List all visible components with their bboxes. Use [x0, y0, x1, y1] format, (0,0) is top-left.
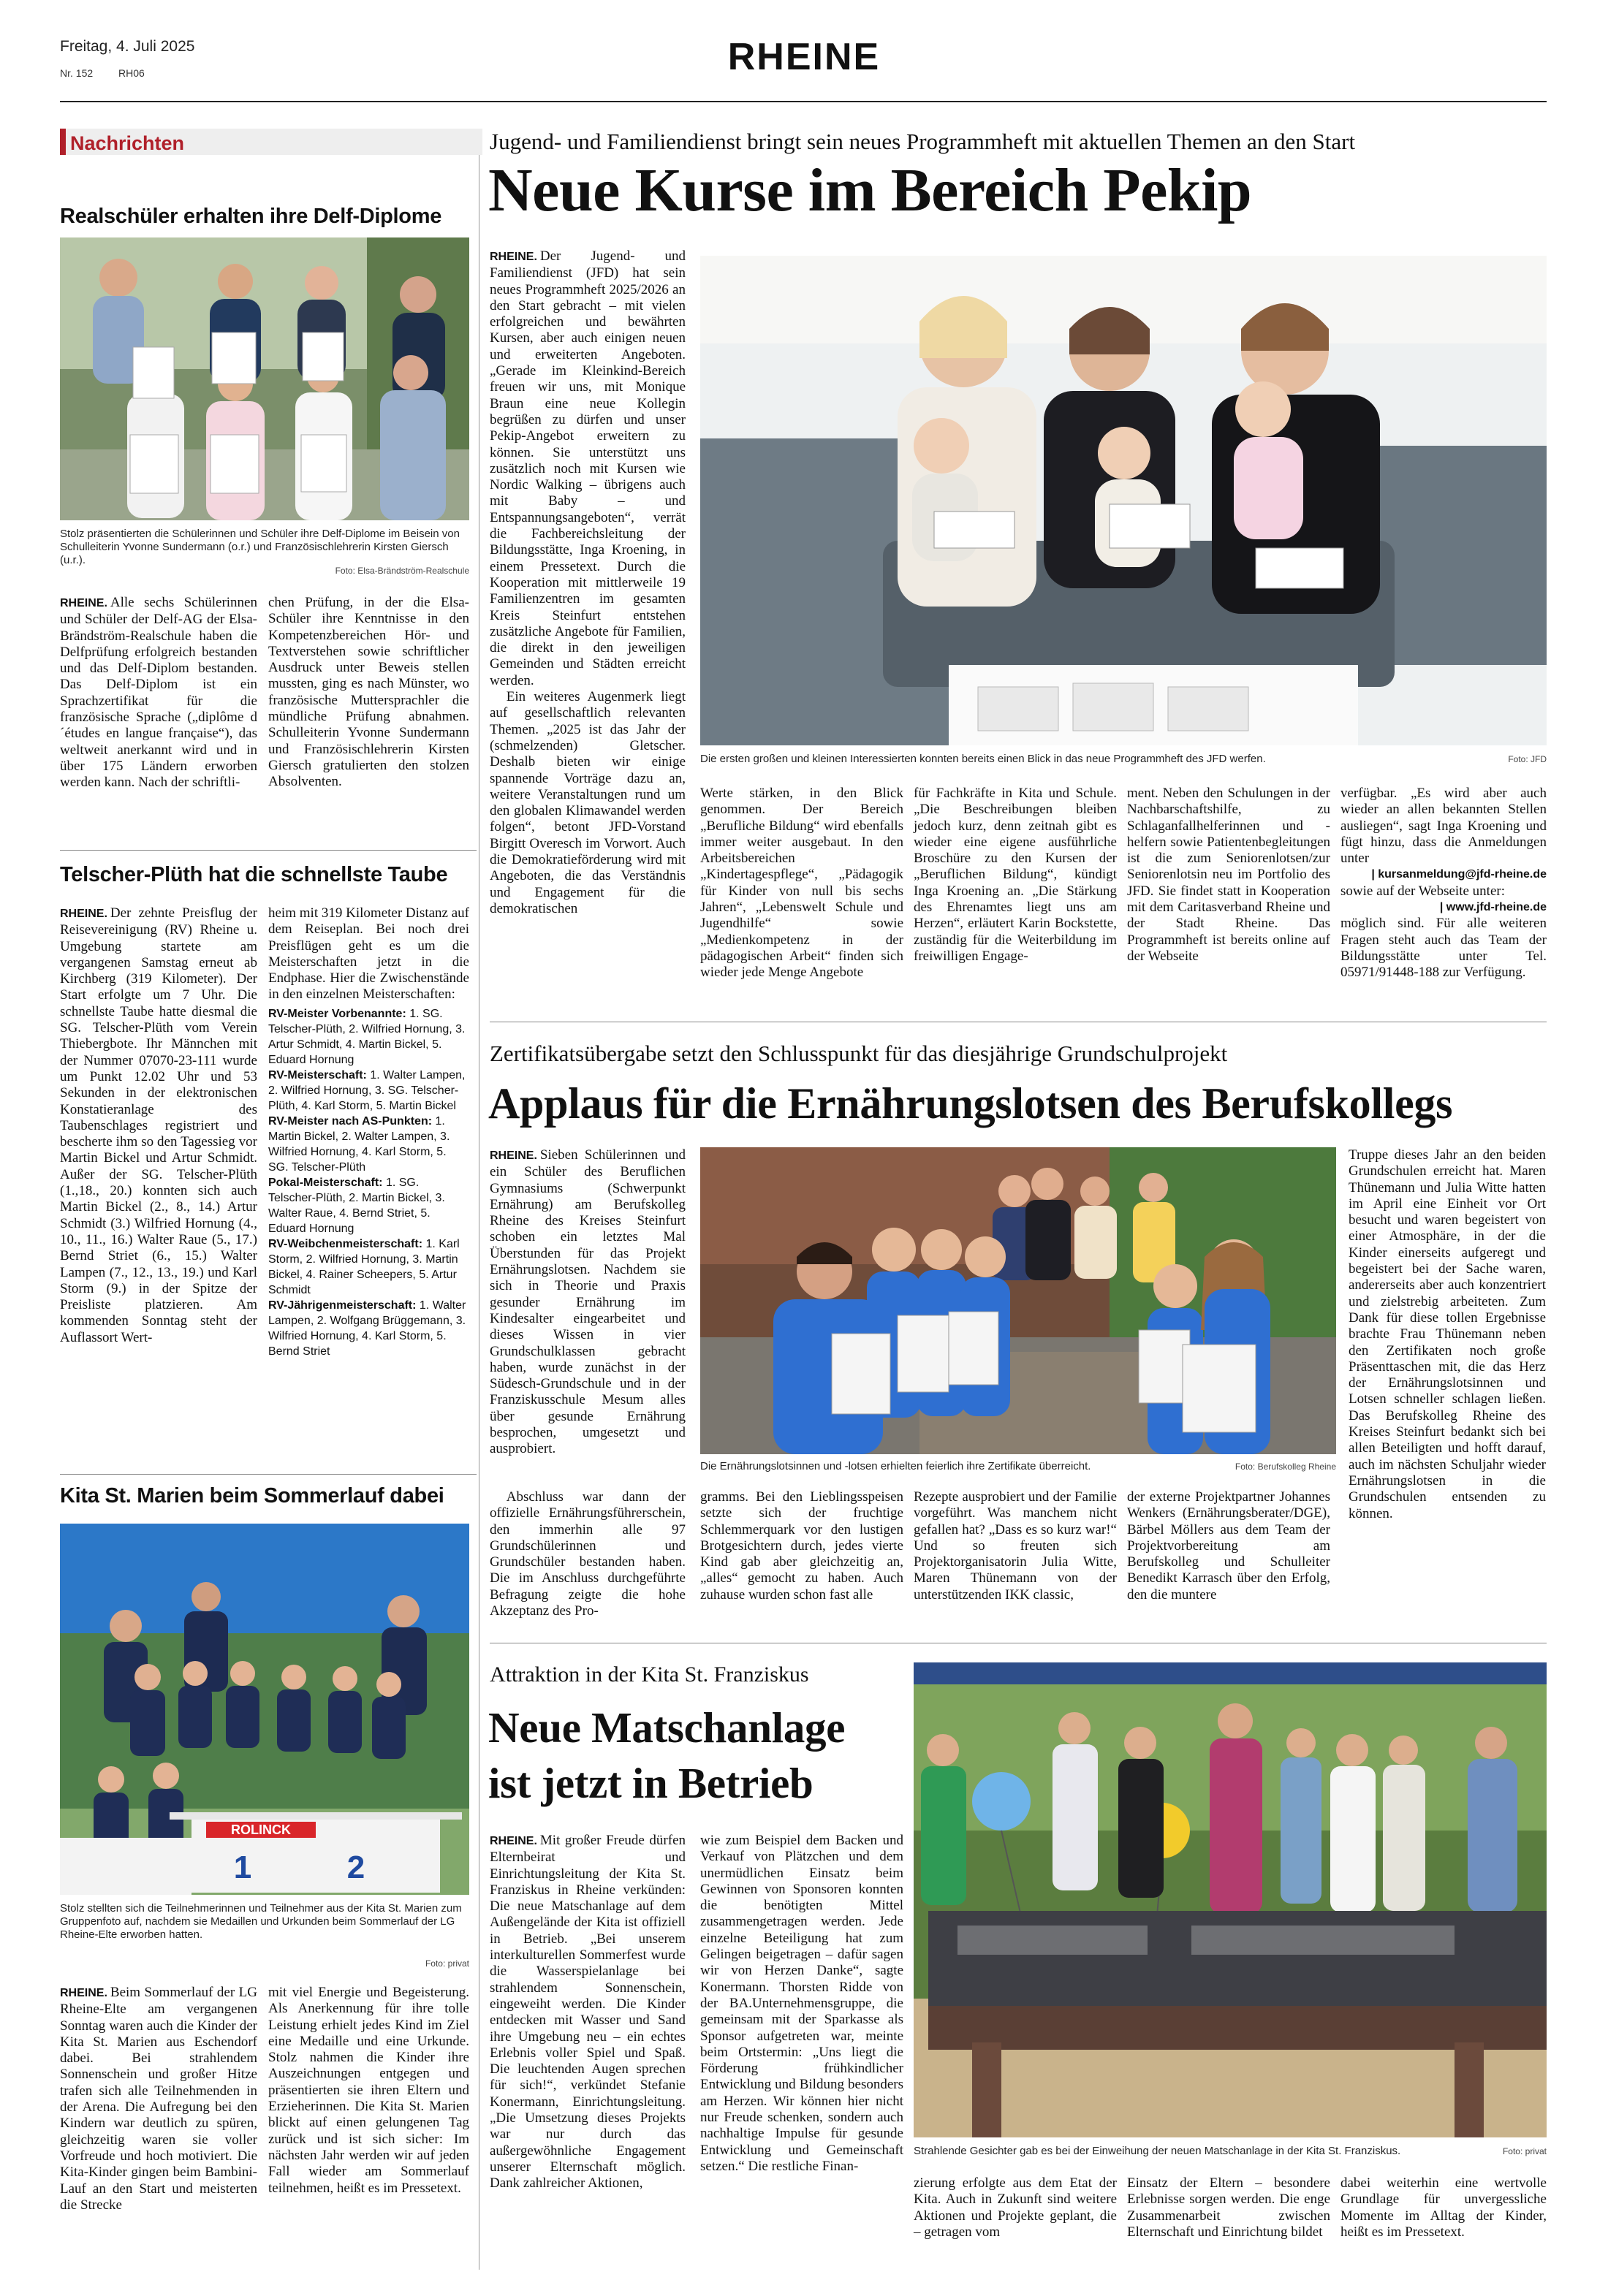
podium-brand: ROLINCK [231, 1822, 291, 1837]
news-section-label: Nachrichten [70, 132, 185, 154]
issue-date: Freitag, 4. Juli 2025 [60, 38, 195, 55]
story3-photo [60, 1524, 469, 1895]
result-text: 1. SG. Telscher-Plüth, 2. Wilfried Hornung, 3. Artur Schmidt, 4. Martin Bickel, 5. Eduard Hornung [268, 1007, 466, 1066]
result-text: 1. Walter Lampen, 2. Wilfried Hornung, 3. SG. Telscher-Plüth, 4. Karl Storm, 5. Martin Bickel [268, 1068, 466, 1112]
story4-text-col4: ment. Neben den Schulungen in der Nachbarschaftshilfe, zu Schlaganfallhelferinnen und -helfern sowie Patientenbegleitungen ist die zum Seniorenlotsen/zur Seniorenlotsin neu im Portfolio des JFD. Sie findet statt in Kooperation mit dem Caritasverband Rheine und der Stadt Rheine. Das Programmheft ist bereits online auf der Webseite [1127, 786, 1330, 964]
story1-credit: Foto: Elsa-Brändström-Realschule [335, 566, 469, 576]
story2-body-1: Der zehnte Preisflug der Reisevereinigung (RV) Rheine u. Umgebung startete am vergangenen Samstag erneut ab Kirchberg (319 Kilometer). Der Start erfolgte um 7 Uhr. Die schnellste Taube hatte diesmal die SG. Telscher-Plüth vom Verein Thiebergbote. Ihr Männchen mit der Nummer 07070-23-111 wurde um Punkt 12.02 Uhr und 53 Sekunden in der elektronischen Konstatieranlage des Taubenschlages registriert und bescherte ihm so den Tagessieg vor Martin Bickel und Artur Schmidt. Außer der SG. Telscher-Plüth (1.,18., 20.) konnten sich auch Martin Bickel (2., 8., 14.) Artur Schmidt (3.) Wilfried Hornung (4., 10., 11., 16.) Walter Raue (5., 17.) Bernd Striet (6., 15.) Walter Lampen (7., 12., 13., 19.) und Karl Storm (9.) in der Spitze der Preisliste platzieren. Am kommenden Sonntag steht der Auflassort Wert- [60, 905, 257, 1345]
story3-caption: Stolz stellten sich die Teilnehmerinnen und Teilnehmer aus der Kita St. Marien zum Gruppenfoto auf, nachdem sie Medaillen und Urkunden beim Sommerlauf der LG Rheine-Elte erworben hatten. [60, 1902, 462, 1941]
story5-text-col1b: Abschluss war dann der offizielle Ernährungsführerschein, den immerhin alle 97 Grundschülerinnen und Grundschüler bestanden haben. Die im Anschluss durchgeführte Befragung zeigte die hohe Akzeptanz des Pro- [490, 1489, 686, 1619]
result-label: RV-Meisterschaft: [268, 1068, 367, 1082]
story5-kicker: Zertifikatsübergabe setzt den Schlusspunkt für das diesjährige Grundschulprojekt [490, 1041, 1228, 1066]
story1-caption: Stolz präsentierten die Schülerinnen und Schüler ihre Delf-Diplome im Beisein von Schulleiterin Yvonne Sundermann (o.r.) und Französischlehrerin Kirsten Giersch (u.r.). [60, 528, 460, 566]
story1-body-2: chen Prüfung, in der die Elsa-Schüler ihre Kenntnisse in den Kompetenzbereichen Hör- und Textverstehen sowie schriftlicher Ausdruck unter Beweis stellen mussten, ging es nach Münster, wo französische Muttersprachler die mündliche Prüfung abnahmen. Schulleiterin Yvonne Sundermann und Französischlehrerin Kirsten Giersch gratulierten den stolzen Absolventen. [268, 595, 469, 790]
story2-dateline: RHEINE. [60, 908, 107, 920]
story3-body-2: mit viel Energie und Begeisterung. Als Anerkennung für ihre tolle Leistung erhielt jedes Kind im Ziel eine Medaille und eine Urkunde. Stolz nahmen die Kinder ihre Auszeichnungen entgegen und präsentierten sie ihren Eltern und Erzieherinnen. Die Kita St. Marien blickt auf einen gelungenen Tag zurück und ist sich sicher: Im nächsten Jahr werden wir auf jeden Fall wieder am Sommerlauf teilnehmen, heißt es im Pressetext. [268, 1985, 469, 2196]
story5-dateline: RHEINE. [490, 1149, 537, 1162]
result-label: RV-Meister nach AS-Punkten: [268, 1114, 433, 1128]
story4-email[interactable]: kursanmeldung@jfd-rheine.de [1378, 868, 1547, 881]
story6-headline-line1: Neue Matschanlage [488, 1703, 846, 1752]
result-label: Pokal-Meisterschaft: [268, 1176, 383, 1189]
story4-kicker: Jugend- und Familiendienst bringt sein neues Programmheft mit aktuellen Themen an den Start [490, 129, 1356, 154]
story4-credit: Foto: JFD [1508, 754, 1547, 764]
story2-text-col2 [268, 905, 469, 1359]
story4-dateline: RHEINE. [490, 251, 537, 263]
story4-headline: Neue Kurse im Bereich Pekip [488, 156, 1252, 224]
story5-text-col3: Rezepte ausprobiert und der Familie vorgeführt. Was manchem nicht gefallen hat? „Dass es so kurz war!“ Und so freuten sich Projektorganisatorin Julia Witte, Maren Thünemann von der unterstützenden IKK classic, [914, 1489, 1117, 1603]
story4-photo [700, 256, 1547, 745]
story4-text-col1 [490, 248, 686, 917]
result-entry [268, 1006, 469, 1068]
story6-text-col4: Einsatz der Eltern – besondere Erlebnisse sorgen werden. Die enge Zusammenarbeit zwischen Elternschaft und Einrichtung bildet [1127, 2175, 1330, 2240]
story6-photo [914, 1662, 1547, 2137]
story1-photo [60, 237, 469, 520]
story6-credit: Foto: privat [1502, 2146, 1547, 2156]
story3-text-col1 [60, 1985, 257, 2213]
svg-text:1: 1 [233, 1850, 252, 1885]
header-rule [60, 101, 1547, 102]
story5-headline: Applaus für die Ernährungslotsen des Berufskollegs [488, 1079, 1453, 1128]
story6-headline [488, 1700, 912, 1811]
story5-body-1: Sieben Schülerinnen und ein Schüler des Beruflichen Gymnasiums (Schwerpunkt Ernährung) am Berufskolleg Rheine des Kreises Steinfurt schoben ein letztes Mal Überstunden für das Projekt Ernährungslotsen. Nachdem sie sich in Theorie und Praxis gesunder Ernährung im Kindesalter eingearbeitet und dieses Wissen in vier Grundschulklassen gebracht haben, wurde zunächst in der Südesch-Grundschule und in der Franziskusschule Mesum alles über gesunde Ernährung besprochen, umgesetzt und ausprobiert. [490, 1147, 686, 1457]
story-divider [60, 850, 477, 851]
race-results [268, 1006, 469, 1359]
edition-code: RH06 [118, 67, 145, 79]
story5-text-col1 [490, 1147, 686, 1458]
story6-kicker: Attraktion in der Kita St. Franziskus [490, 1662, 809, 1687]
story4-caption: Die ersten großen und kleinen Interessierten konnten bereits einen Blick in das neue Programmheft des JFD werfen. [700, 753, 1266, 765]
story4-body-5b: sowie auf der Webseite unter: [1340, 883, 1505, 899]
story1-body-1: Alle sechs Schülerinnen und Schüler der Delf-AG der Elsa-Brändström-Realschule haben die Delfprüfung erfolgreich bestanden und das Delf-Diplom bestanden. Das Delf-Diplom ist ein Sprachzertifikat für die französische Sprache („diplôme d´études en langue française“), das weltweit anerkannt wird und in über 175 Ländern erworben werden kann. Nach der schriftli- [60, 595, 257, 791]
story5-text-col4: der externe Projektpartner Johannes Wenkers (Ernährungsberater/DGE), Bärbel Möllers aus dem Team der Projektvorbereitung am Berufskolleg und Schulleiter Benedikt Karrasch über den Erfolg, den die muntere [1127, 1489, 1330, 1603]
story4-text-col2: Werte stärken, in den Blick genommen. Der Bereich „Berufliche Bildung“ wird ebenfalls immer weiter ausgebaut. In den Arbeitsbereichen „Kindertagespflege“, „Pädagogik für Kinder von null bis sechs Jahren“, „Lebenswelt Schule und Jugendhilfe“ sowie „Medienkompetenz in der pädagogischen Arbeit“ finden sich wieder jede Menge Angebote [700, 786, 903, 981]
result-text: 1. Walter Lampen, 2. Wolfgang Brüggemann, 3. Wilfried Hornung, 4. Karl Storm, 5. Bernd Striet [268, 1299, 466, 1358]
story6-dateline: RHEINE. [490, 1835, 537, 1847]
section-title: RHEINE [727, 36, 881, 78]
result-entry [268, 1236, 469, 1298]
story4-text-col3: für Fachkräfte in Kita und Schule. „Die Beschreibungen bleiben jedoch kurz, denn zeitnah gibt es wieder eine eigene ausführliche Broschüre zu den Kursen der „Beruflichen Bildung“, kündigt Inga Kroening an. „Die Stärkung des Ehrenamtes liegt uns am Herzen“, erläutert Karin Bockstette, zuständig für die Weiterbildung im freiwilligen Engage- [914, 786, 1117, 964]
story4-url-link[interactable]: | www.jfd-rheine.de [1439, 901, 1547, 914]
story6-text-col2: wie zum Beispiel dem Backen und Verkauf von Plätzchen und dem unermüdlichen Einsatz beim Gewinnen von Sponsoren konnten die benötigten Mittel zusammengetragen werden. Jede einzelne Beteiligung hat zum Gelingen beigetragen – dafür sagen wir von Herzen Danke“, sagte Konermann. Thorsten Ridde von der BA.Unternehmensgruppe, die gemeinsam mit der Sparkasse als Sponsor aufgetreten war, meinte beim Ortstermin: „Uns liegt die Förderung frühkindlicher Entwicklung und Bildung besonders am Herzen. Wir können hier nicht nur Freude schenken, sondern auch nachhaltige Impulse für gesunde Entwicklung und Gemeinschaft setzen.“ Die restliche Finan- [700, 1833, 903, 2174]
story5-text-col5: Truppe dieses Jahr an den beiden Grundschulen erreicht hat. Maren Thünemann und Julia Witte hatten im April eine Einheit vor Ort besucht und waren begeistert von einer Atmosphäre, in der die Kinder einerseits aufgeregt und begeistert bei der Sache waren, andererseits aber auch konzentriert und zielstrebig arbeiteten. Zum Dank für diese tollen Ergebnisse brachte Frau Thünemann neben den Zertifikaten noch große Präsenttaschen mit, die das Herz der Ernährungslotsinnen und Lotsen schneller schlagen ließen. Das Berufskolleg Rheine des Kreises Steinfurt bedankt sich bei allen Beteiligten und hofft darauf, auch im nächsten Schuljahr wieder Ernährungslotsen in die Grundschulen entsenden zu können. [1349, 1147, 1546, 1521]
story4-body-intro: Der Jugend- und Familiendienst (JFD) hat sein neues Programmheft 2025/2026 an den Start gebracht – mit vielen erfolgreichen und bewährten Kursen, aber auch einigen neuen und erweiterten Angeboten. „Gerade im Kleinkind-Bereich freuen wir uns, mit Monique Braun eine neue Kollegin begrüßen zu dürfen und unser Pekip-Angebot erweitern zu können. Sie unterstützt uns zusätzlich noch mit Kursen wie Nordic Walking – übrigens auch mit Baby – und Entspannungsangeboten“, verrät die Fachbereichsleitung der Bildungsstätte, Inga Kroening, in einem Pressetext. Durch die Kooperation mit mittlerweile 19 Familienzentren im gesamten Kreis Steinfurt entstehen zusätzliche Angebote für Familien, die direkt in den jeweiligen Gemeinden und Städten erreicht werden. [490, 248, 686, 688]
story4-text-col5 [1340, 786, 1547, 981]
story2-headline: Telscher-Plüth hat die schnellste Taube [60, 863, 448, 886]
result-label: RV-Jährigenmeisterschaft: [268, 1299, 417, 1312]
story1-headline: Realschüler erhalten ihre Delf-Diplome [60, 205, 442, 228]
result-entry [268, 1068, 469, 1114]
story4-url[interactable]: www.jfd-rheine.de [1446, 901, 1547, 914]
story2-text-col1 [60, 905, 257, 1346]
story3-credit: Foto: privat [425, 1958, 469, 1969]
story6-text-col5: dabei weiterhin eine wertvolle Grundlage für unvergessliche Momente im Alltag der Kinder, heißt es im Pressetext. [1340, 2175, 1547, 2240]
story6-headline-line2: ist jetzt in Betrieb [488, 1759, 814, 1807]
svg-text:2: 2 [346, 1850, 365, 1885]
result-label: RV-Meister Vorbenannte: [268, 1007, 406, 1020]
story1-dateline: RHEINE. [60, 597, 107, 609]
result-text: 1. SG. Telscher-Plüth, 2. Martin Bickel, 3. Walter Raue, 4. Bernd Striet, 5. Eduard Hornung [268, 1176, 445, 1235]
story6-caption: Strahlende Gesichter gab es bei der Einweihung der neuen Matschanlage in der Kita St. Franziskus. [914, 2145, 1401, 2157]
issue-number: Nr. 152 [60, 67, 94, 79]
story6-body-1: Mit großer Freude dürfen Elternbeirat und Einrichtungsleitung der Kita St. Franziskus in Rheine verkünden: Die neue Matschanlage auf dem Außengelände der Kita ist offiziell in Betrieb. „Bei unserem interkulturellen Sommerfest wurde die Wasserspielanlage bei strahlendem Sonnenschein, eingeweiht werden. Die Kinder entdecken mit Wasser und Sand ihre Umgebung neu – ein echtes Erlebnis voller Spiel und Spaß. Die leuchtenden Augen sprechen für sich!“, verkündet Stefanie Konermann, Einrichtungsleitung. „Die Umsetzung dieses Projekts war nur durch das außergewöhnliche Engagement unserer Elternschaft möglich. Dank zahlreicher Aktionen, [490, 1833, 686, 2192]
result-label: RV-Weibchenmeisterschaft: [268, 1237, 423, 1250]
story4-body-5a: verfügbar. „Es wird aber auch wieder an allen bekannten Stellen ausliegen“, sagt Inga Kroening und fügt hinzu, dass die Anmeldungen unter [1340, 786, 1547, 867]
story3-text-col2 [268, 1985, 469, 2197]
story4-body-intro2: Ein weiteres Augenmerk liegt auf gesellschaftlich relevanten Themen. „2025 ist das Jahr der (schmelzenden) Gletscher. Deshalb bieten wir einige spannende Vorträge dazu an, weitere Veranstaltungen rund um den globalen Klimawandel werden folgen“, betont JFD-Vorstand Birgitt Overesch im Vorwort. Auch die Demokratieförderung wird mit Angeboten, die das Verständnis und Engagement für die demokratischen [490, 689, 686, 916]
story3-dateline: RHEINE. [60, 1987, 107, 1999]
result-entry [268, 1175, 469, 1236]
story3-headline: Kita St. Marien beim Sommerlauf dabei [60, 1484, 444, 1508]
story4-email-link[interactable]: | kursanmeldung@jfd-rheine.de [1371, 868, 1547, 881]
result-entry [268, 1114, 469, 1175]
story5-caption: Die Ernährungslotsinnen und -lotsen erhielten feierlich ihre Zertifikate überreicht. [700, 1460, 1091, 1472]
story1-text-col1 [60, 595, 257, 791]
story2-body-2: heim mit 319 Kilometer Distanz auf dem Reiseplan. Bei noch drei Preisflügen geht es um die Meisterschaften jetzt in die Endphase. Hier die Zwischenstände in den einzelnen Meisterschaften: [268, 905, 469, 1003]
story4-body-5c: möglich sind. Für alle weiteren Fragen steht auch das Team der Bildungsstätte unter Tel. 05971/91448-188 zur Verfügung. [1340, 916, 1547, 981]
story5-credit: Foto: Berufskolleg Rheine [1235, 1461, 1336, 1472]
story1-text-col2 [268, 595, 469, 791]
result-text: 1. Karl Storm, 2. Wilfried Hornung, 3. Martin Bickel, 4. Rainer Scheepers, 5. Artur Schmidt [268, 1237, 460, 1296]
story6-text-col1 [490, 1833, 686, 2192]
story-divider [60, 1474, 477, 1475]
story5-text-col2: gramms. Bei den Lieblingsspeisen setzte sich der fruchtige Schlemmerquark vor den lustigen Brotgesichtern durch, jedes vierte Kind gab aber gleichzeitig an, „alles“ gemocht zu haben. Auch zuhause wurden schon fast alle [700, 1489, 903, 1603]
news-section-bar [60, 129, 482, 155]
story6-text-col3: zierung erfolgte aus dem Etat der Kita. Auch in Zukunft sind weitere Aktionen und Projekte geplant, die – getragen vom [914, 2175, 1117, 2240]
story5-photo [700, 1147, 1336, 1454]
result-text: 1. Martin Bickel, 2. Walter Lampen, 3. Wilfried Hornung, 4. Karl Storm, 5. SG. Telscher-Plüth [268, 1114, 450, 1174]
result-entry [268, 1298, 469, 1359]
story3-body-1: Beim Sommerlauf der LG Rheine-Elte am vergangenen Sonntag waren auch die Kinder der Kita St. Marien aus Eschendorf dabei. Bei strahlendem Sonnenschein und großer Hitze trafen sich alle Teilnehmenden in der Arena. Die Aufregung bei den Kindern war deutlich zu spüren, gleichzeitig waren sie voller Vorfreude und hoch motiviert. Die Kita-Kinder gingen beim Bambini-Lauf an den Start und meisterten die Strecke [60, 1985, 257, 2213]
